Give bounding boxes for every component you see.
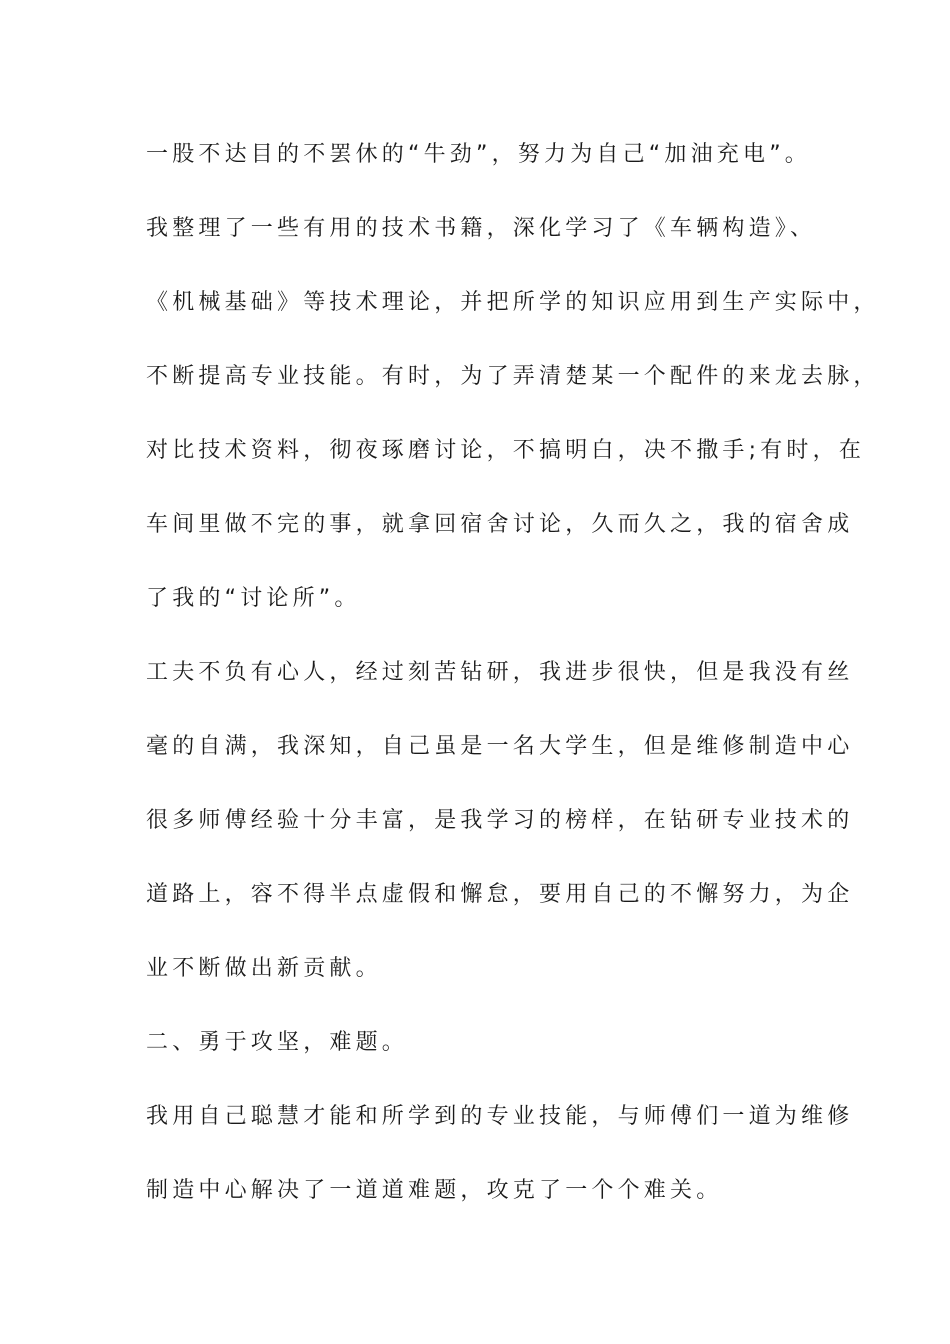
text-line: 不断提高专业技能。有时，为了弄清楚某一个配件的来龙去脉， xyxy=(146,364,880,389)
text-line: 工夫不负有心人，经过刻苦钻研，我进步很快，但是我没有丝 xyxy=(146,660,854,685)
text-line: 车间里做不完的事，就拿回宿舍讨论，久而久之，我的宿舍成 xyxy=(146,512,854,537)
text-line: 一股不达目的不罢休的“牛劲”，努力为自己“加油充电”。 xyxy=(146,142,811,167)
text-line: 对比技术资料，彻夜琢磨讨论，不搞明白，决不撒手;有时，在 xyxy=(146,438,866,463)
text-line: 毫的自满，我深知，自己虽是一名大学生，但是维修制造中心 xyxy=(146,734,854,759)
text-line: 《机械基础》等技术理论，并把所学的知识应用到生产实际中， xyxy=(146,290,880,315)
text-line: 制造中心解决了一道道难题，攻克了一个个难关。 xyxy=(146,1178,723,1203)
text-line: 了我的“讨论所”。 xyxy=(146,586,361,611)
section-heading: 二、勇于攻坚，难题。 xyxy=(146,1030,409,1055)
text-line: 很多师傅经验十分丰富，是我学习的榜样，在钻研专业技术的 xyxy=(146,808,854,833)
text-line: 业不断做出新贡献。 xyxy=(146,956,382,981)
text-line: 道路上，容不得半点虚假和懈怠，要用自己的不懈努力，为企 xyxy=(146,882,854,907)
text-line: 我用自己聪慧才能和所学到的专业技能，与师傅们一道为维修 xyxy=(146,1104,854,1129)
text-line: 我整理了一些有用的技术书籍，深化学习了《车辆构造》、 xyxy=(146,216,817,241)
